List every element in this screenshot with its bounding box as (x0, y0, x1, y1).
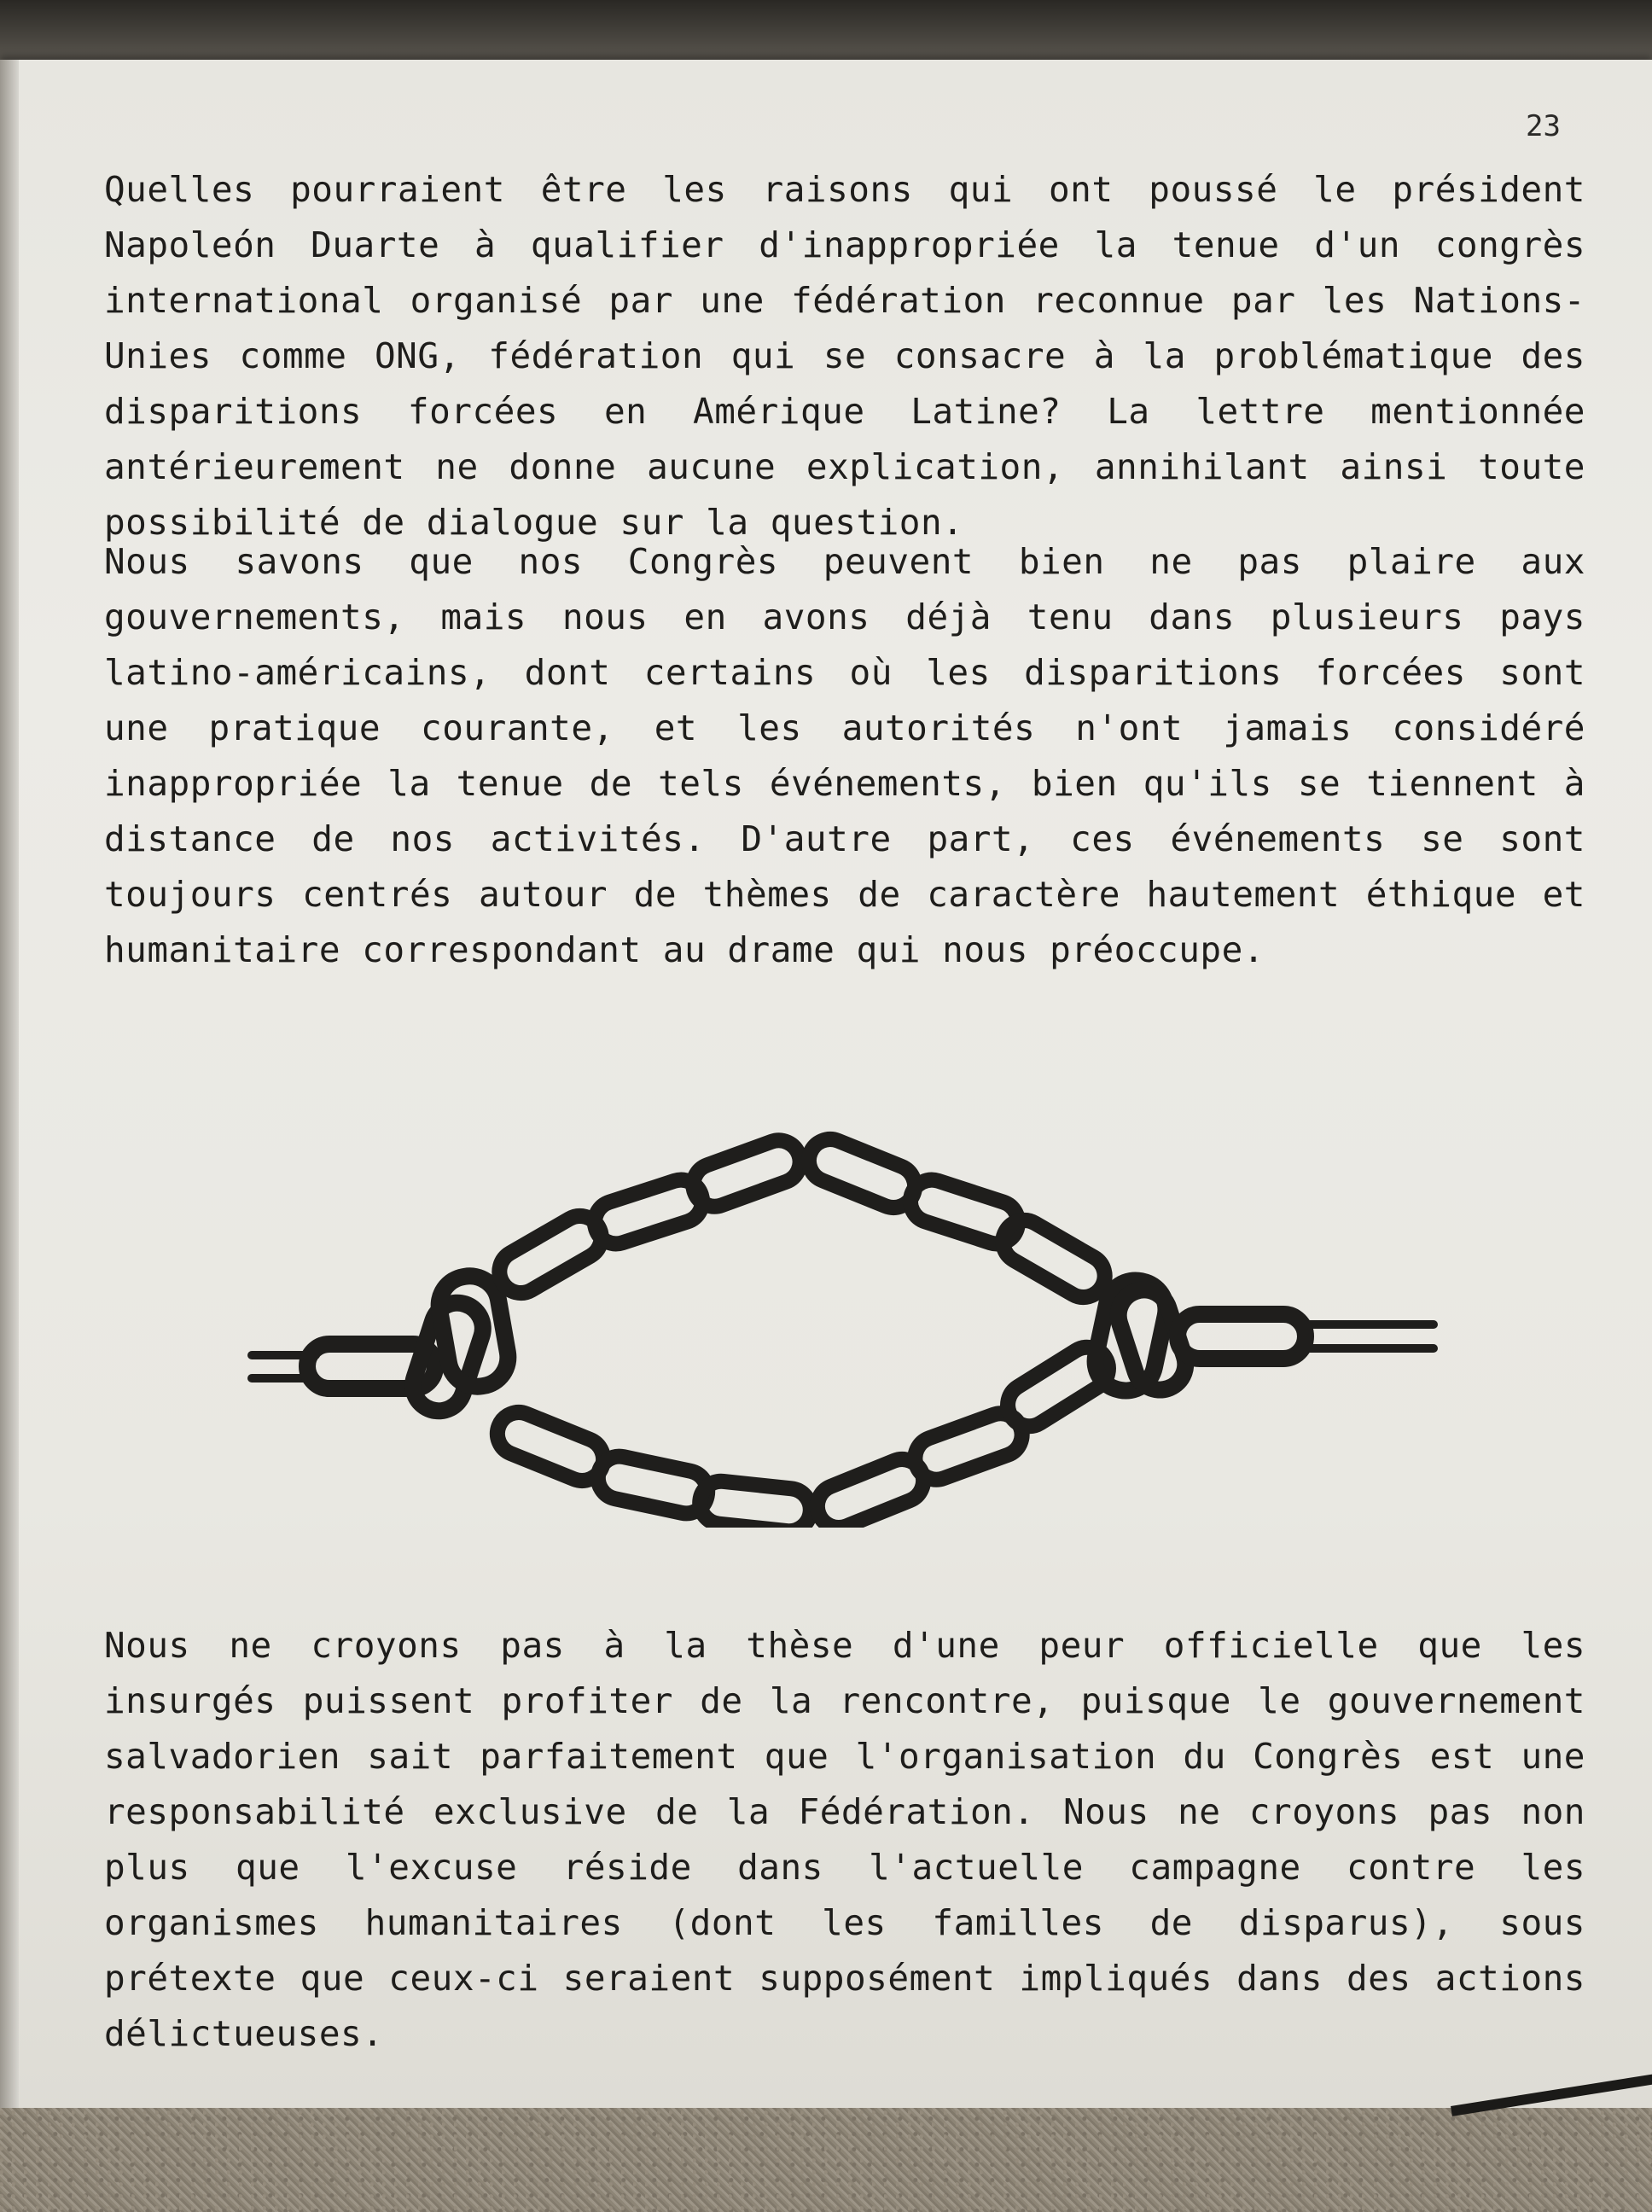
chain-icon (239, 1084, 1451, 1528)
paragraph-2: Nous savons que nos Congrès peuvent bien ne pas plaire aux gouvernements, mais nous en avons déjà tenu dans plusieurs pays latino-américains, dont certains où les disparitions forcées sont une pratique courante, et les autorités n'ont jamais considéré inappropriée la tenue de tels événements, bien qu'ils se tiennent à distance de nos activités. D'autre part, ces événements se sont toujours centrés autour de thèmes de caractère hautement éthique et humanitaire correspondant au drame qui nous préoccupe. (104, 541, 1585, 970)
document-page (0, 60, 1652, 2112)
desk-surface (0, 2108, 1652, 2212)
page-number: 23 (1526, 109, 1561, 143)
paragraph-1: Quelles pourraient être les raisons qui ont poussé le président Napoleón Duarte à qualifier d'inappropriée la tenue d'un congrès international organisé par une fédération reconnue par les Nations-Unies comme ONG, fédération qui se consacre à la problématique des disparitions forcées en Amérique Latine? La lettre mentionnée antérieurement ne donne aucune explication, annihilant ainsi toute possibilité de dialogue sur la question. (104, 169, 1585, 543)
paragraph-3: Nous ne croyons pas à la thèse d'une peur officielle que les insurgés puissent profiter de la rencontre, puisque le gouvernement salvadorien sait parfaitement que l'organisation du Congrès est une responsabilité exclusive de la Fédération. Nous ne croyons pas non plus que l'excuse réside dans l'actuelle campagne contre les organismes humanitaires (dont les familles de disparus), sous prétexte que ceux-ci seraient supposément impliqués dans des actions délictueuses. (104, 1625, 1585, 2054)
